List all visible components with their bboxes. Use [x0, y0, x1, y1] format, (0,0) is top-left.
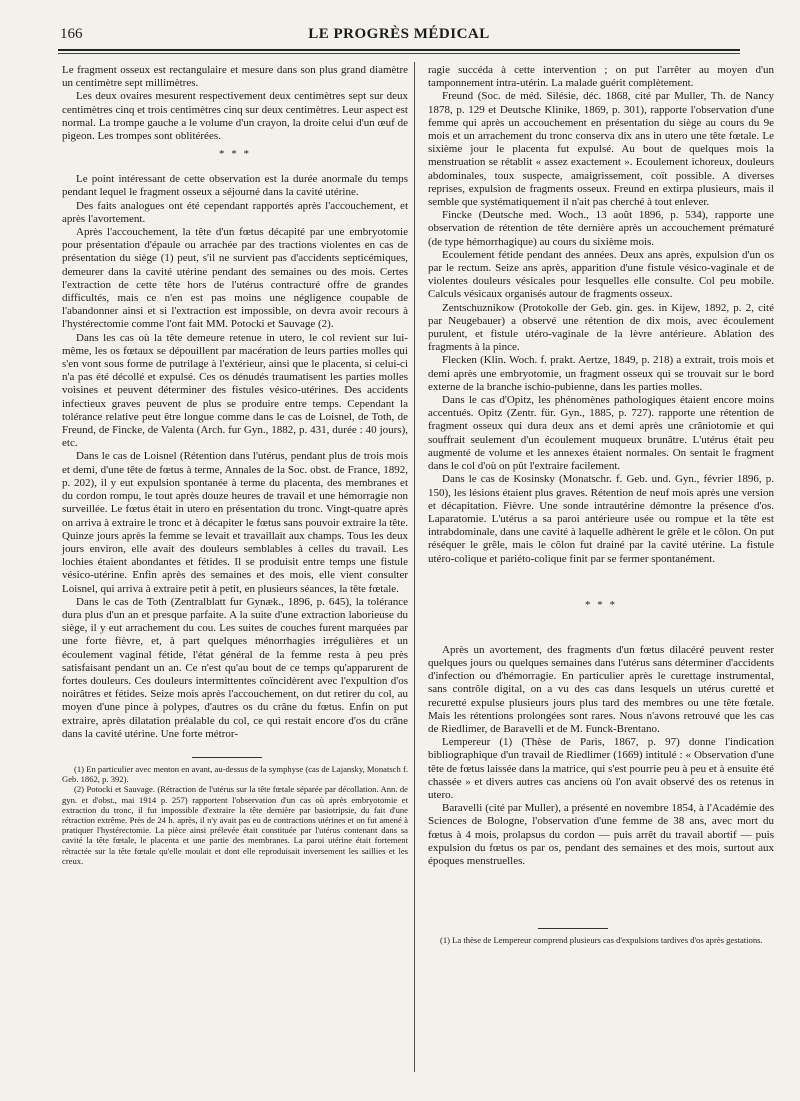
paragraph: Baravelli (cité par Muller), a présenté en novembre 1854, à l'Académie des Sciences de Bologne, l'observation d'une femme de 38 ans, avec mort du fœtus à 4 mois, prolapsus du cordon — puis arrêt du travail abortif — puis expulsion du fœtus os par os, pendant des semaines et des mois, surtout aux époques menstruelles. [428, 802, 774, 867]
column-divider [414, 62, 415, 1072]
paragraph: Fincke (Deutsche med. Woch., 13 août 1896, p. 534), rapporte une observation de rétention de tête dernière après un accouchement prématuré (de type hémorrhagique) au cours du sixième mois. [428, 209, 774, 248]
paragraph: Après un avortement, des fragments d'un fœtus dilacéré peuvent rester quelques jours ou quelques semaines dans l'utérus sans déterminer d'accidents d'infection ou d'hémorragie. En particulier après le curettage instrumental, sans contrôle digital, on a vu des cas dans lesquels un utérus curetté et recuretté expulse plusieurs jours plus tard des membres ou une tête fœtale. Mais les rétentions prolongées sont rares. Nous n'avons retrouvé que les cas de Riedlimer, de Baravelli et de M. Funck-Brentano. [428, 643, 774, 735]
footnote: (1) La thèse de Lempereur comprend plusieurs cas d'expulsions tardives d'os après gestations. [440, 935, 763, 946]
paragraph: Ecoulement fétide pendant des années. Deux ans après, expulsion d'un os par le rectum. Seize ans après, apparition d'une fistule vésico-vaginale et de violentes douleurs vésicales pour lesquelles elle consulte. Col peu mobile. Calculs vésicaux organisés autour de fragments osseux. [428, 248, 774, 301]
paragraph: Après l'accouchement, la tête d'un fœtus décapité par une embryotomie pour présentation d'épaule ou arrachée par des tractions violentes en cas de présentation du siège (1) peut, s'il ne survient pas d'accidents septicémiques, demeurer dans la cavité utérine pendant des semaines ou des mois. Certes l'extraction de cette tête hors de l'utérus contracturé offre de grandes difficultés, mais ce n'en est pas moins une négligence coupable de l'abandonner ainsi et si l'extraction est impossible, on devra avoir recours à l'hystérectomie comme l'ont fait MM. Potocki et Sauvage (2). [62, 226, 408, 331]
footnote: (1) En particulier avec menton en avant, au-dessus de la symphyse (cas de Lajansky, Monatsch f. Geb. 1862, p. 392). [62, 763, 408, 785]
paragraph: Dans le cas de Loisnel (Rétention dans l'utérus, pendant plus de trois mois et demi, d'une tête de fœtus à terme, Annales de la Soc. obst. de France, 1892, p. 202), il y eut expulsion spontanée à terme du placenta, des membranes et du cordon rompu, le tout après douze heures de travail et une hémorragie non surveillée. Le fœtus était in utero en présentation du tronc. Vingt-quatre après on arriva à extraire le tronc et à décapiter le fœtus sans pouvoir extraire la tête. Quinze jours après la femme se levait et travaillait aux champs. Tous les deux jours environ, elle avait des douleurs semblables à celles du travail. Les lochies étaient abondantes et fétides. Il se produisit entre temps une fistule vésico-utérine. Enfin après des semaines et des mois, elle vient consulter Loisnel, qui arriva à extraire petit à petit, en plusieurs séances, la tête fœtale. [62, 450, 408, 595]
paragraph: Des faits analogues ont été cependant rapportés après l'accouchement, et après l'avortement. [62, 199, 408, 225]
paragraph: Lempereur (1) (Thèse de Paris, 1867, p. 97) donne l'indication bibliographique d'un travail de Riedlimer (1669) intitulé : « Observation d'une tête de fœtus laissée dans la matrice, qui s'est pourrie peu à peu et à ensuite été chassée » et divers autres cas anciens où l'on avait observé des os retenus in utero. [428, 736, 774, 801]
paragraph: Les deux ovaires mesurent respectivement deux centimètres sept sur deux centimètres cinq et trois centimètres cinq sur deux centimètres. Leur aspect est normal. La trompe gauche a le volume d'un crayon, la droite celui d'un œuf de pigeon. Les trompes sont oblitérées. [62, 90, 408, 143]
paragraph: Zentschuznikow (Protokolle der Geb. gin. ges. in Kijew, 1892, p. 2, cité par Neugebauer) a observé une rétention de dix mois, avec écoulement purulent, et fistule utéro-vaginale de la lèvre antérieure. Ablation des fragments à la pince. [428, 301, 774, 354]
page-number: 166 [60, 26, 83, 42]
left-column [62, 64, 408, 866]
paragraph: ragie succéda à cette intervention ; on put l'arrêter au moyen d'un tamponnement intra-utérin. La malade guérit complètement. [428, 64, 774, 90]
section-asterism: * * * [219, 148, 251, 161]
footnote-rule [192, 757, 262, 758]
paragraph: Flecken (Klin. Woch. f. prakt. Aertze, 1849, p. 218) a extrait, trois mois et demi après une embryotomie, un fragment osseux qui se trouvait sur le bord externe de la branche ischio-pubienne, dans les parties molles. [428, 354, 774, 393]
header-rule [58, 49, 740, 51]
paragraph: Dans le cas d'Opitz, les phénomènes pathologiques étaient encore moins accentués. Opitz (Zentr. für. Gyn., 1885, p. 727). rapporte une rétention de fragment osseux qui dura deux ans et demi après une crâniotomie et qui souffrait seulement d'un écoulement muqueux brunâtre. L'utérus était peu augmenté de volume et les annexes étaient normales. On sentait le fragment dans le col d'où on pût l'extraire facilement. [428, 394, 774, 473]
header-rule-thin [58, 53, 740, 54]
right-column [428, 64, 774, 945]
running-head [60, 26, 738, 46]
footnote-rule [538, 928, 608, 929]
paragraph: Dans les cas où la tête demeure retenue in utero, le col revient sur lui-même, les os fœtaux se dépouillent par macération de leurs parties molles qui s'en vont sous forme de putrilage à l'extérieur, ainsi que le placenta, si celui-ci n'a pas été décollé et expulsé. Ces os dénudés traumatisent les parties molles voisines et peuvent déterminer des fistules vésico-utérines. Des accidents infectieux graves peuvent de plus se produire entre temps. Cependant la tolérance relative peut être longue comme dans le cas de Loisnel, de Toth, de Freund, de Fincke, de Valenta (Arch. fur Gyn., 1882, p. 431, durée : 40 jours), etc. [62, 331, 408, 450]
paragraph: Le point intéressant de cette observation est la durée anormale du temps pendant lequel le fragment osseux a séjourné dans la cavité utérine. [62, 173, 408, 199]
footnote: (2) Potocki et Sauvage. (Rétraction de l'utérus sur la tête fœtale séparée par décollation. Ann. de gyn. et d'obst., mai 1914 p. 257) rapportent l'observation d'un cas où après embryotomie et extraction du tronc, il fut impossible d'extraire la tête dernière par basiotripsie, du fait d'une rétraction extrême. Près de 24 h. après, il n'y avait pas eu de contractions utérines et on fut amené à pratiquer l'hystérectomie. La pièce ainsi prélevée était constituée par l'utérus contenant dans sa cavité la tête fœtale, le placenta et une partie des membranes. La paroi utérine était fortement rétractée sur la tête fœtale qu'elle moulait et dont elle reproduisait inversement les saillies et les creux. [62, 784, 408, 866]
paragraph: Dans le cas de Toth (Zentralblatt fur Gynæk., 1896, p. 645), la tolérance dura plus d'un an et presque parfaite. A la suite d'une extraction laborieuse du siège, il y eut arrachement du cou. Les suites de couches furent marquées par une forte fièvre, et, à part quelques ménorrhagies irrégulières et un écoulement vaginal fétide, l'état général de la femme resta à peu près satisfaisant pendant un an. Ce n'est qu'au bout de ce temps qu'apparurent de fortes douleurs. Ces douleurs intermittentes coïncidèrent avec l'expultion d'os noirâtres et fétides. Seize mois après l'accouchement, on dut retirer du col, au moyen d'une pince à polypes, d'autres os du crâne du fœtus. Enfin on put extraire, après dilatation préalable du col, ce qui restait encore d'os du crâne dans la cavité utérine. Une forte métror- [62, 595, 408, 740]
paragraph: Le fragment osseux est rectangulaire et mesure dans son plus grand diamètre un centimètre sept millimètres. [62, 64, 408, 90]
section-asterism: * * * [585, 598, 617, 611]
journal-title: LE PROGRÈS MÉDICAL [308, 26, 490, 42]
paragraph: Freund (Soc. de méd. Silésie, déc. 1868, cité par Muller, Th. de Nancy 1878, p. 129 et Deutsche Klinike, 1869, p. 301), rapporte l'observation d'une femme qui après un accouchement en présentation du siège au cours du 9e mois et un arrachement du tronc conserva dix ans in utero une tête fœtale. Le sixième jour le placenta fut expulsé. Au bout de quelques mois la menstruation se rétablit « assez exactement ». Ecoulement ichoreux, douleurs abdominales, toux suspecte, amaigrissement, coït possible. A diverses reprises, expulsion de fragments osseux. Freund en extirpa plusieurs, mais il semble que systématiquement il n'ait pas cherché à tout enlever. [428, 90, 774, 209]
paragraph: Dans le cas de Kosinsky (Monatschr. f. Geb. und. Gyn., février 1896, p. 150), les lésions étaient plus graves. Rétention de neuf mois après une version et décapitation. Fièvre. Une sonde intrautérine démontre la présence d'os. Laparatomie. L'utérus a sa paroi antérieure usée ou rompue et la tête est intrabdominale, dans une cavité à laquelle adhèrent le grêle et le côlon. On put réséquer le grêle, mais le côlon fut drainé par la cavité utérine. La fistule utéro-colique et pariéto-colique finit par se fermer spontanément. [428, 473, 774, 565]
